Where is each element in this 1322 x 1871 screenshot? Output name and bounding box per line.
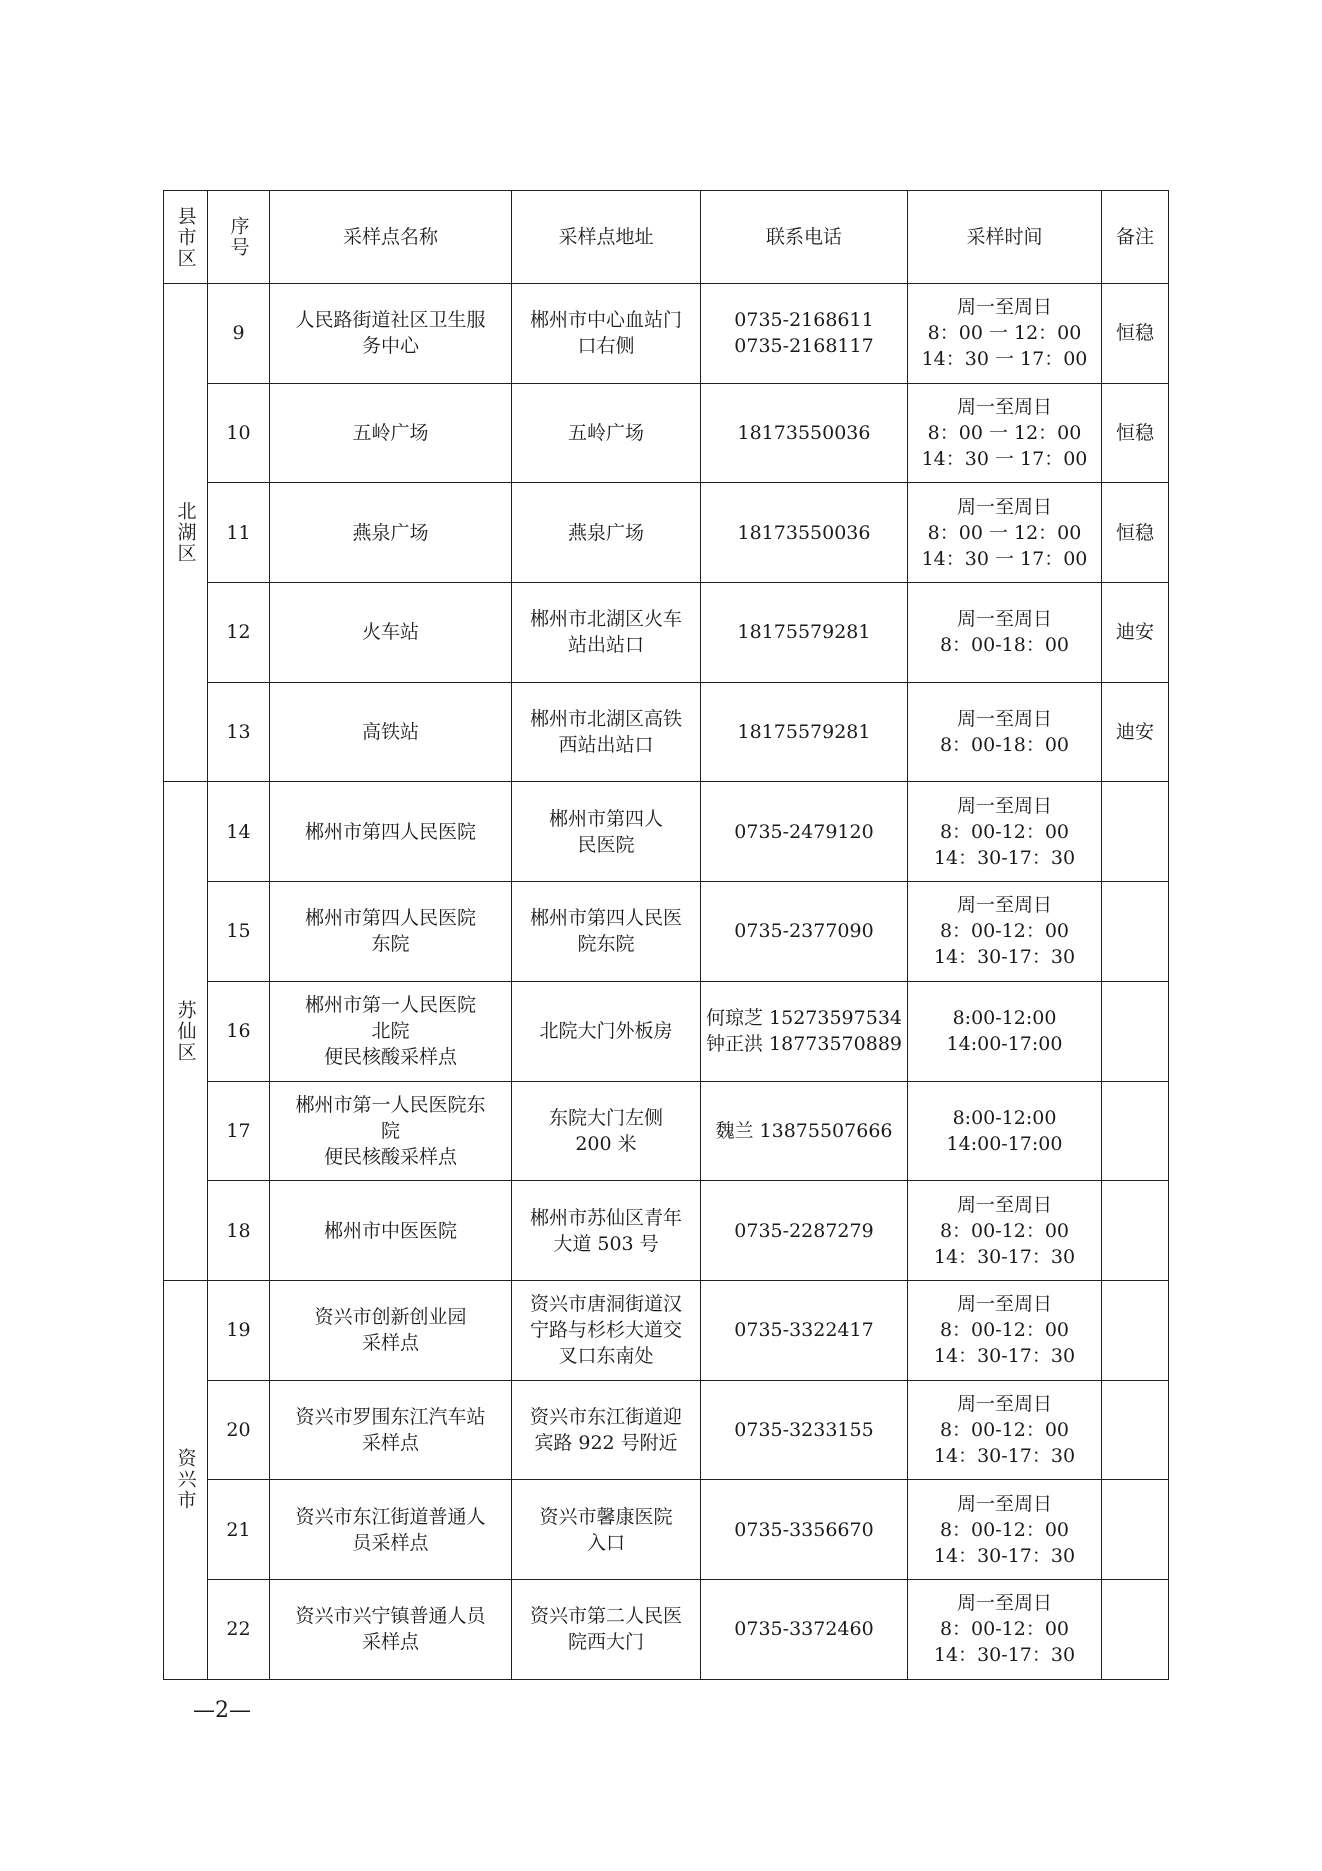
contact-phone: 0735-3356670 — [701, 1480, 908, 1580]
site-address: 郴州市北湖区高铁 西站出站口 — [512, 682, 701, 782]
site-address: 东院大门左侧 200 米 — [512, 1081, 701, 1181]
sampling-hours: 周一至周日 8：00-12：00 14：30-17：30 — [908, 1181, 1102, 1281]
contact-phone: 魏兰 13875507666 — [701, 1081, 908, 1181]
site-address: 郴州市第四人 民医院 — [512, 782, 701, 882]
header-address: 采样点地址 — [512, 191, 701, 284]
site-address: 北院大门外板房 — [512, 981, 701, 1081]
remark: 迪安 — [1102, 682, 1169, 782]
header-name: 采样点名称 — [270, 191, 512, 284]
table-row — [164, 483, 1169, 583]
site-name: 郴州市第一人民医院东 院 便民核酸采样点 — [270, 1081, 512, 1181]
site-name: 资兴市罗围东江汽车站 采样点 — [270, 1380, 512, 1480]
site-name: 燕泉广场 — [270, 483, 512, 583]
site-address: 郴州市苏仙区青年 大道 503 号 — [512, 1181, 701, 1281]
table-row — [164, 1181, 1169, 1281]
table-row — [164, 1280, 1169, 1380]
contact-phone: 0735-3233155 — [701, 1380, 908, 1480]
row-index: 22 — [208, 1579, 270, 1679]
site-name: 郴州市第四人民医院 东院 — [270, 882, 512, 982]
header-county: 县市区 — [164, 191, 208, 284]
sampling-hours: 周一至周日 8：00 一 12：00 14：30 一 17：00 — [908, 284, 1102, 384]
remark — [1102, 782, 1169, 882]
remark — [1102, 1380, 1169, 1480]
contact-phone: 0735-2377090 — [701, 882, 908, 982]
row-index: 18 — [208, 1181, 270, 1281]
table-row — [164, 383, 1169, 483]
contact-phone: 0735-2479120 — [701, 782, 908, 882]
site-name: 资兴市兴宁镇普通人员 采样点 — [270, 1579, 512, 1679]
header-phone: 联系电话 — [701, 191, 908, 284]
row-index: 15 — [208, 882, 270, 982]
header-index: 序号 — [208, 191, 270, 284]
remark — [1102, 1181, 1169, 1281]
table-row — [164, 1081, 1169, 1181]
row-index: 10 — [208, 383, 270, 483]
contact-phone: 0735-3322417 — [701, 1280, 908, 1380]
sampling-hours: 周一至周日 8：00 一 12：00 14：30 一 17：00 — [908, 383, 1102, 483]
sampling-hours: 周一至周日 8：00-18：00 — [908, 682, 1102, 782]
site-name: 郴州市第一人民医院 北院 便民核酸采样点 — [270, 981, 512, 1081]
site-address: 郴州市第四人民医 院东院 — [512, 882, 701, 982]
row-index: 14 — [208, 782, 270, 882]
row-index: 13 — [208, 682, 270, 782]
site-address: 资兴市唐洞街道汉 宁路与杉杉大道交 叉口东南处 — [512, 1280, 701, 1380]
sampling-hours: 周一至周日 8：00-12：00 14：30-17：30 — [908, 882, 1102, 982]
site-address: 郴州市北湖区火车 站出站口 — [512, 583, 701, 683]
district-cell — [164, 1280, 208, 1679]
district-name: 北湖区 — [174, 501, 197, 565]
contact-phone: 18175579281 — [701, 583, 908, 683]
sampling-hours: 周一至周日 8：00-12：00 14：30-17：30 — [908, 1579, 1102, 1679]
remark — [1102, 882, 1169, 982]
row-index: 9 — [208, 284, 270, 384]
contact-phone: 0735-3372460 — [701, 1579, 908, 1679]
site-name: 资兴市东江街道普通人 员采样点 — [270, 1480, 512, 1580]
row-index: 11 — [208, 483, 270, 583]
remark: 恒稳 — [1102, 483, 1169, 583]
remark: 迪安 — [1102, 583, 1169, 683]
table-header-row — [164, 191, 1169, 284]
sampling-hours: 8:00-12:00 14:00-17:00 — [908, 981, 1102, 1081]
table-row — [164, 882, 1169, 982]
sampling-hours: 8:00-12:00 14:00-17:00 — [908, 1081, 1102, 1181]
remark — [1102, 1480, 1169, 1580]
contact-phone: 18173550036 — [701, 383, 908, 483]
site-address: 资兴市东江街道迎 宾路 922 号附近 — [512, 1380, 701, 1480]
site-name: 高铁站 — [270, 682, 512, 782]
table-body — [164, 284, 1169, 1680]
row-index: 12 — [208, 583, 270, 683]
sampling-hours: 周一至周日 8：00-18：00 — [908, 583, 1102, 683]
table-row — [164, 583, 1169, 683]
district-name: 苏仙区 — [174, 999, 197, 1063]
site-address: 资兴市馨康医院 入口 — [512, 1480, 701, 1580]
remark — [1102, 1280, 1169, 1380]
district-name: 资兴市 — [174, 1448, 197, 1512]
table-row — [164, 284, 1169, 384]
table-row — [164, 1579, 1169, 1679]
site-address: 五岭广场 — [512, 383, 701, 483]
site-name: 资兴市创新创业园 采样点 — [270, 1280, 512, 1380]
contact-phone: 何琼芝 15273597534 钟正洪 18773570889 — [701, 981, 908, 1081]
remark — [1102, 1081, 1169, 1181]
site-name: 郴州市第四人民医院 — [270, 782, 512, 882]
table-row — [164, 1480, 1169, 1580]
sampling-hours: 周一至周日 8：00-12：00 14：30-17：30 — [908, 1280, 1102, 1380]
header-note: 备注 — [1102, 191, 1169, 284]
row-index: 20 — [208, 1380, 270, 1480]
remark — [1102, 1579, 1169, 1679]
sampling-hours: 周一至周日 8：00-12：00 14：30-17：30 — [908, 1380, 1102, 1480]
sampling-hours: 周一至周日 8：00-12：00 14：30-17：30 — [908, 1480, 1102, 1580]
table-row — [164, 981, 1169, 1081]
site-name: 人民路街道社区卫生服 务中心 — [270, 284, 512, 384]
table-row — [164, 782, 1169, 882]
site-name: 五岭广场 — [270, 383, 512, 483]
row-index: 16 — [208, 981, 270, 1081]
row-index: 19 — [208, 1280, 270, 1380]
site-address: 燕泉广场 — [512, 483, 701, 583]
table-row — [164, 682, 1169, 782]
sampling-hours: 周一至周日 8：00-12：00 14：30-17：30 — [908, 782, 1102, 882]
contact-phone: 0735-2168611 0735-2168117 — [701, 284, 908, 384]
site-address: 郴州市中心血站门 口右侧 — [512, 284, 701, 384]
contact-phone: 18173550036 — [701, 483, 908, 583]
header-hours: 采样时间 — [908, 191, 1102, 284]
remark: 恒稳 — [1102, 284, 1169, 384]
table-row — [164, 1380, 1169, 1480]
contact-phone: 18175579281 — [701, 682, 908, 782]
district-cell — [164, 782, 208, 1280]
contact-phone: 0735-2287279 — [701, 1181, 908, 1281]
site-name: 火车站 — [270, 583, 512, 683]
row-index: 17 — [208, 1081, 270, 1181]
site-address: 资兴市第二人民医 院西大门 — [512, 1579, 701, 1679]
remark: 恒稳 — [1102, 383, 1169, 483]
page-number: —2— — [193, 1698, 251, 1723]
sampling-hours: 周一至周日 8：00 一 12：00 14：30 一 17：00 — [908, 483, 1102, 583]
sampling-sites-table — [163, 190, 1169, 1680]
row-index: 21 — [208, 1480, 270, 1580]
site-name: 郴州市中医医院 — [270, 1181, 512, 1281]
remark — [1102, 981, 1169, 1081]
district-cell — [164, 284, 208, 782]
